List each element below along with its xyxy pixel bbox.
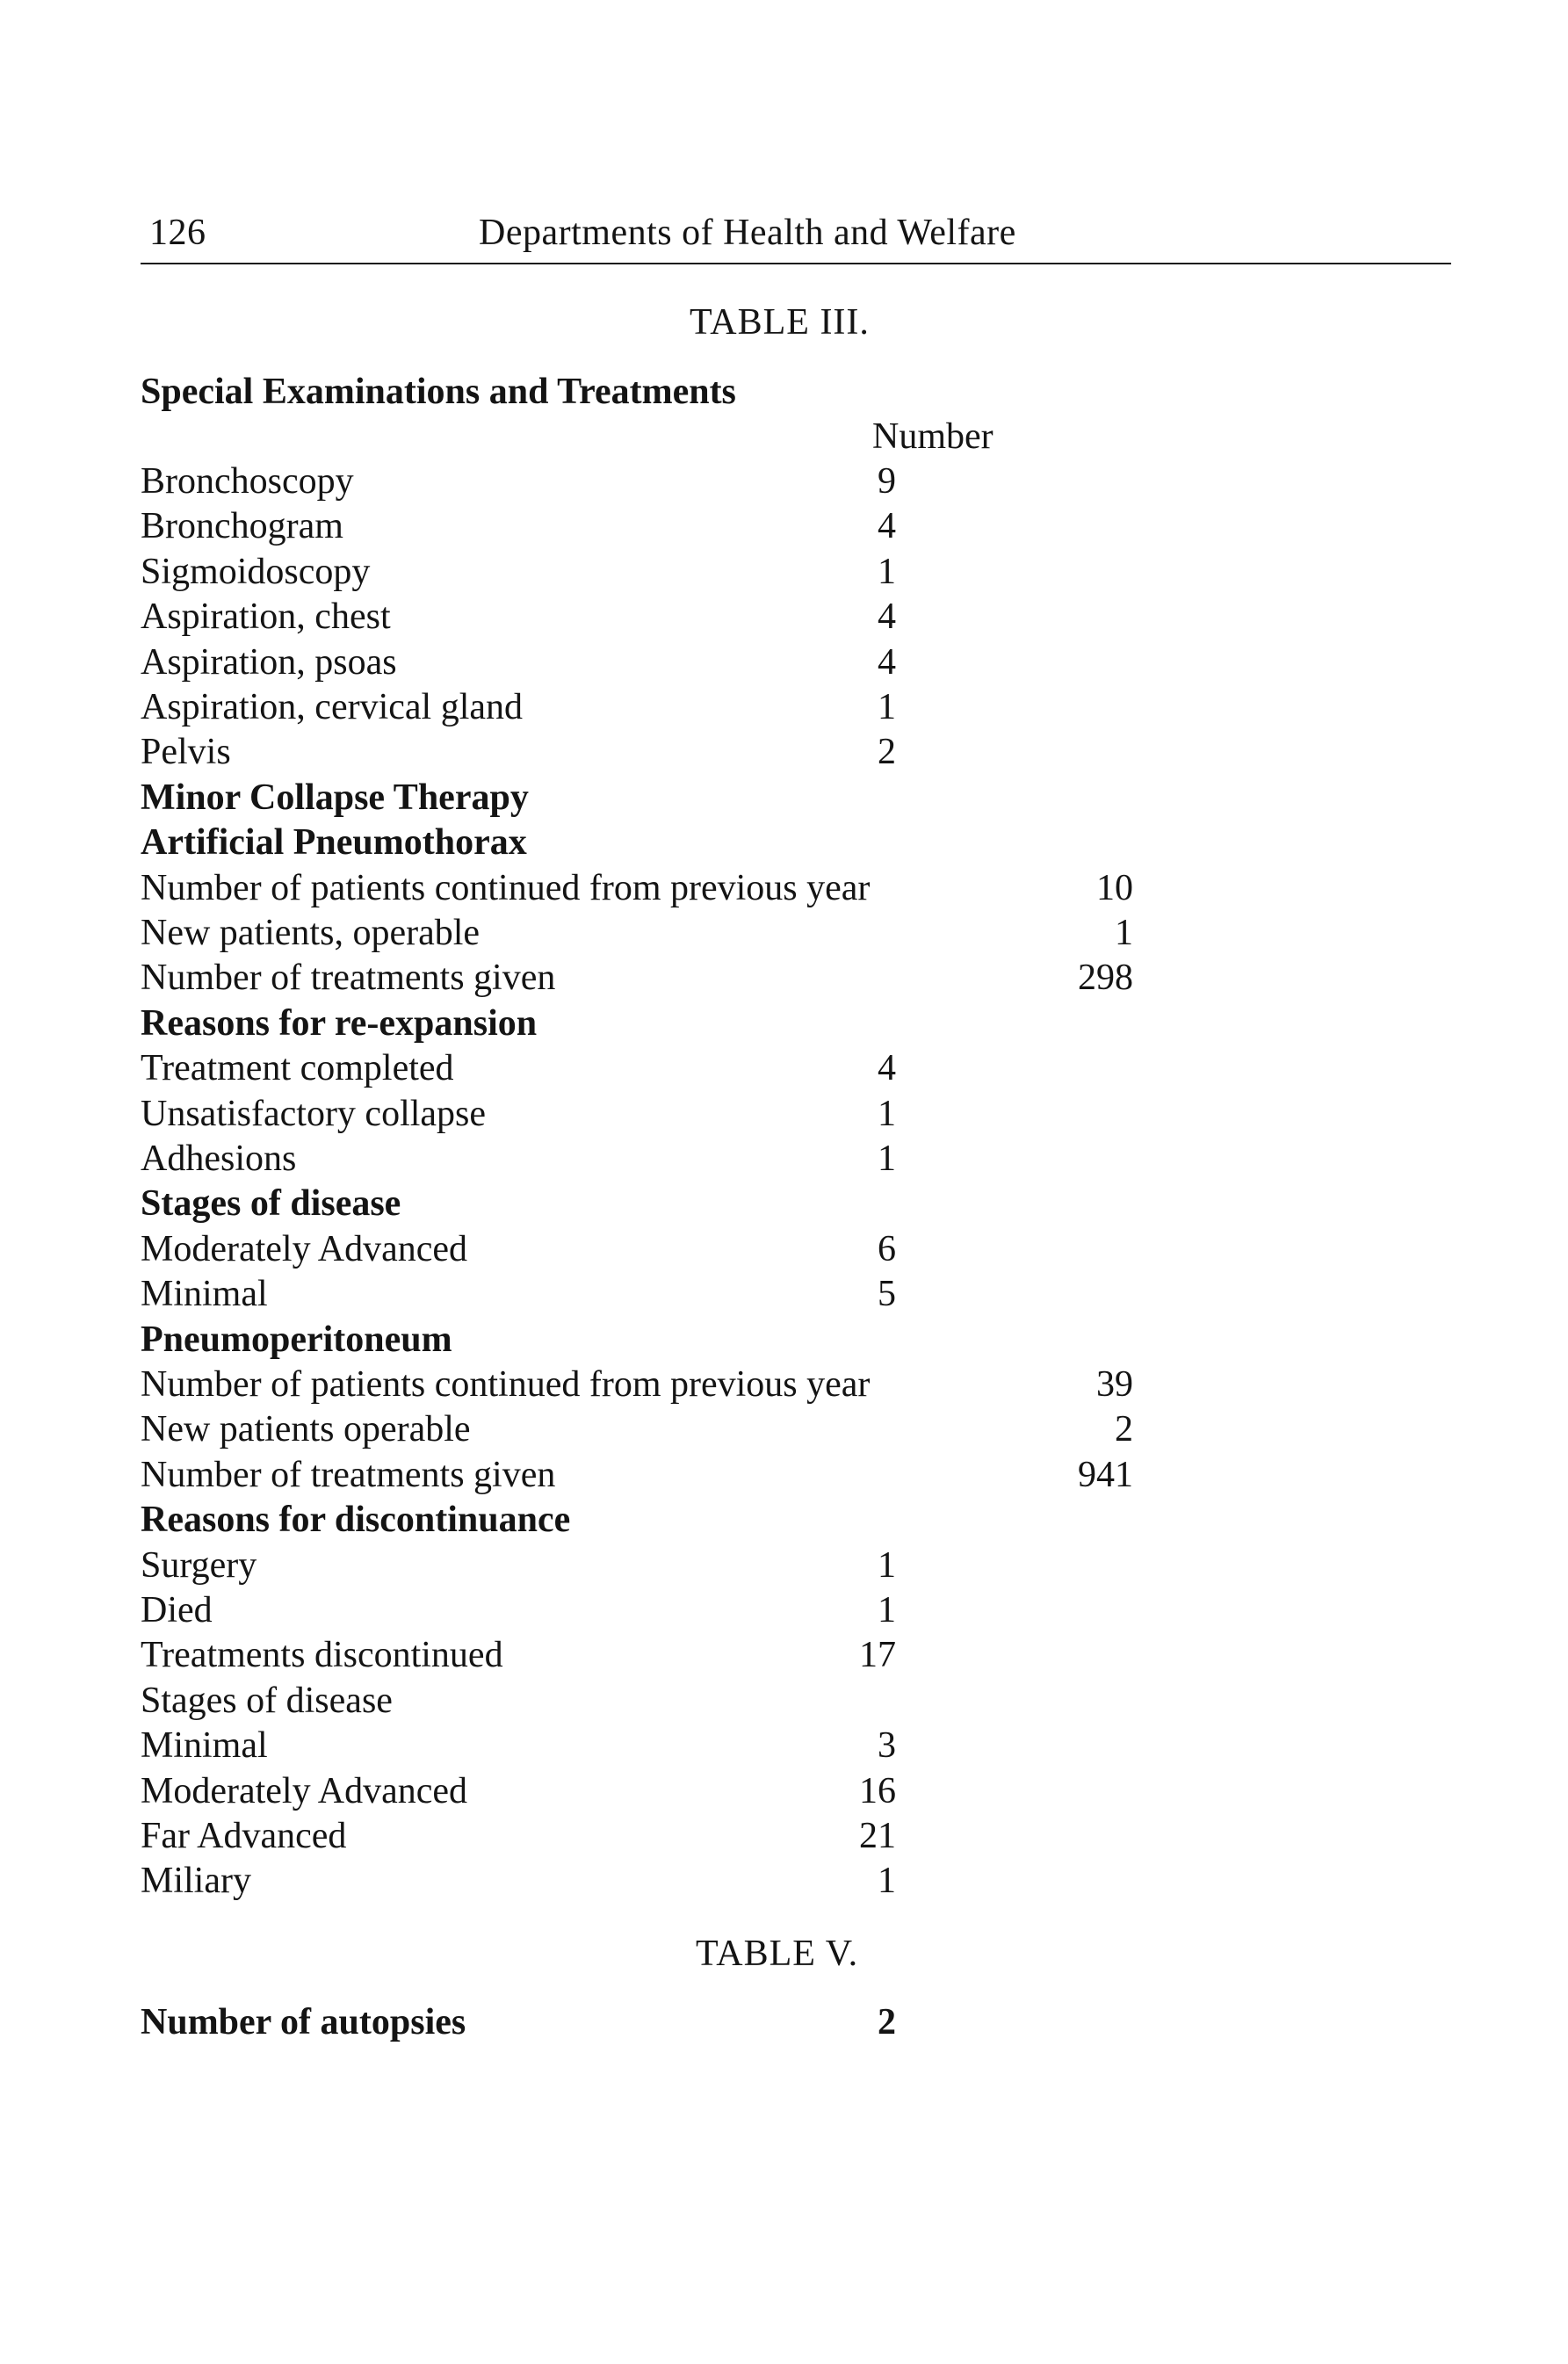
row-label: Aspiration, cervical gland — [141, 687, 524, 727]
table-3-subtitle: Special Examinations and Treatments — [141, 372, 736, 412]
number-cell: 3 — [878, 1725, 896, 1767]
table-3-title: TABLE III. — [690, 302, 870, 343]
row-label: Bronchogram — [141, 506, 343, 547]
number-cell: 6 — [878, 1228, 896, 1269]
row-label: Number of treatments given — [141, 958, 556, 999]
row-label: Sigmoidoscopy — [141, 551, 371, 592]
row-label: Treatment completed — [141, 1048, 454, 1089]
number-cell: 1 — [878, 1544, 896, 1586]
number-cell: 16 — [859, 1770, 896, 1811]
number-cell: 1 — [878, 1139, 896, 1179]
total-cell: 39 — [1096, 1364, 1133, 1405]
total-cell: 298 — [1078, 958, 1133, 999]
number-cell: 1 — [878, 1861, 896, 1902]
number-cell: 4 — [878, 1048, 896, 1089]
row-label: Died — [141, 1590, 213, 1630]
number-cell: 4 — [878, 641, 896, 683]
number-cell: 1 — [878, 687, 896, 727]
total-cell: 10 — [1096, 867, 1133, 908]
row-label: Reasons for discontinuance — [141, 1500, 571, 1541]
row-label: New patients operable — [141, 1409, 471, 1450]
number-cell: 4 — [878, 506, 896, 547]
number-cell: 2 — [878, 732, 896, 773]
row-label: Number of patients continued from previous year — [141, 1364, 871, 1405]
row-label: Adhesions — [141, 1139, 297, 1179]
row-label: Number of treatments given — [141, 1454, 556, 1495]
row-label: Far Advanced — [141, 1816, 347, 1856]
row-label: Reasons for re-expansion — [141, 1002, 538, 1044]
header-rule — [141, 263, 1451, 264]
number-cell: 4 — [878, 596, 896, 638]
running-title: Departments of Health and Welfare — [479, 213, 1016, 253]
row-label: Stages of disease — [141, 1183, 401, 1225]
number-cell: 9 — [878, 461, 896, 502]
row-label: Treatments discontinued — [141, 1635, 503, 1676]
row-label: Miliary — [141, 1861, 251, 1902]
total-cell: 941 — [1078, 1454, 1133, 1495]
row-label: Minimal — [141, 1274, 268, 1315]
row-label: Number of patients continued from previous year — [141, 867, 871, 908]
total-cell: 1 — [1115, 913, 1133, 953]
row-label: Moderately Advanced — [141, 1228, 468, 1269]
total-cell: 2 — [1115, 1409, 1133, 1450]
row-label: Stages of disease — [141, 1680, 393, 1721]
number-cell: 1 — [878, 551, 896, 592]
row-label: Aspiration, psoas — [141, 641, 397, 683]
number-cell: 1 — [878, 1590, 896, 1630]
row-label: Moderately Advanced — [141, 1770, 468, 1811]
row-label: Aspiration, chest — [141, 596, 391, 638]
row-label: Minimal — [141, 1725, 268, 1767]
row-label: Surgery — [141, 1544, 257, 1586]
number-cell: 5 — [878, 1274, 896, 1315]
number-cell: 17 — [859, 1635, 896, 1676]
row-label: Unsatisfactory collapse — [141, 1093, 487, 1134]
page-number: 126 — [149, 213, 206, 253]
number-cell: 1 — [878, 1093, 896, 1134]
row-label: Bronchoscopy — [141, 461, 354, 502]
row-label: New patients, operable — [141, 913, 481, 953]
row-label: Pneumoperitoneum — [141, 1319, 452, 1360]
number-cell: 21 — [859, 1816, 896, 1856]
number-cell: 2 — [878, 2002, 896, 2042]
row-label: Artificial Pneumothorax — [141, 822, 527, 864]
number-column-header: Number — [872, 416, 994, 457]
row-label: Number of autopsies — [141, 2002, 466, 2042]
table-5-title: TABLE V. — [696, 1934, 859, 1974]
row-label: Minor Collapse Therapy — [141, 777, 529, 818]
row-label: Pelvis — [141, 732, 231, 773]
